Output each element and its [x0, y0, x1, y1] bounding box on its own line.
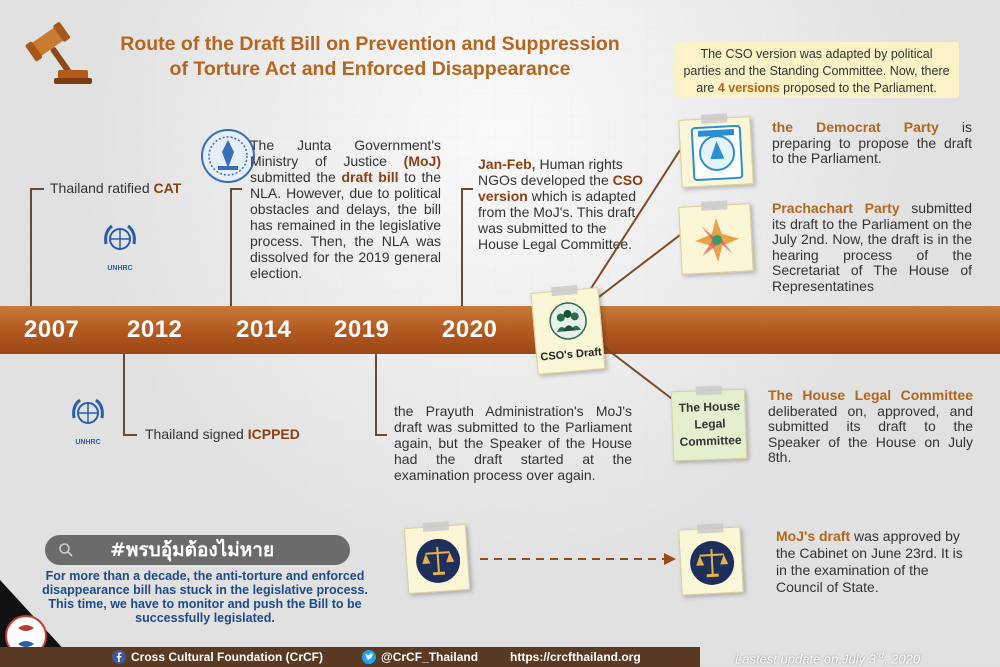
prachachart-bold: Prachachart Party — [772, 200, 900, 216]
branch-lines — [560, 140, 690, 430]
year-2012: 2012 — [127, 316, 183, 343]
connector-2020 — [461, 188, 463, 308]
versions-note — [674, 42, 959, 98]
democrat-card — [678, 116, 753, 188]
twitter-icon — [362, 650, 376, 664]
moj-seal-icon — [200, 128, 256, 184]
search-icon — [58, 542, 74, 558]
tape — [697, 523, 723, 533]
tape — [422, 521, 449, 532]
democrat-party-logo-icon — [690, 124, 745, 183]
year-2019: 2019 — [334, 316, 390, 343]
event-2020-b2: CSO version — [478, 172, 643, 204]
democrat-bold: the Democrat Party — [772, 119, 939, 135]
scales-of-justice-icon — [413, 535, 464, 586]
scales-of-justice-icon — [687, 538, 737, 588]
connector-2014-h — [230, 188, 242, 190]
title-line-2: of Torture Act and Enforced Disappearance — [169, 58, 571, 80]
scales-card-left — [404, 524, 470, 594]
update-prefix: Lastest update on July 3 — [735, 651, 876, 667]
connector-2019 — [375, 352, 377, 436]
year-2020: 2020 — [442, 316, 498, 343]
unhrc-logo-2 — [68, 396, 108, 444]
connector-2014 — [230, 188, 232, 308]
gavel-icon — [22, 18, 92, 88]
year-2014: 2014 — [236, 316, 292, 343]
connector-2020-h — [461, 188, 473, 190]
note-text-1: The CSO version was adapted by political parties and the Standing Committee. Now, there are — [683, 47, 950, 95]
event-2012-text: Thailand signed — [145, 426, 248, 442]
event-2014-b2: draft bill — [341, 169, 399, 185]
event-2014-t1: The Junta Government's Ministry of Justice — [250, 137, 441, 169]
connector-2012-h — [123, 434, 137, 436]
un-emblem-icon — [100, 222, 140, 260]
connector-2007 — [30, 188, 32, 308]
unhrc-label-2: UNHRC — [75, 439, 101, 446]
event-2014 — [250, 137, 441, 281]
twitter-link[interactable]: @CrCF_Thailand — [381, 650, 479, 664]
prachachart-desc: submitted its draft to the Parliament on the July 2nd. Now, the draft is in the hearing process of the Secretariat of The House of Representatines — [772, 200, 972, 294]
event-2007-bold: CAT — [153, 180, 182, 196]
event-2012-bold: ICPPED — [247, 426, 300, 442]
prachachart-logo-icon — [690, 211, 745, 270]
tape — [696, 386, 722, 396]
footer-message: For more than a decade, the anti-torture and enforced disappearance bill has stuck in the legislative process. This time, we have to monitor and push the Bill to be successfully legislated. — [42, 569, 368, 625]
event-2020-t1: Human rights NGOs developed the — [478, 156, 623, 188]
update-sup: rd — [875, 650, 884, 660]
committee-card — [671, 389, 747, 462]
moj-desc: was approved by the Cabinet on June 23rd. It is in the examination of the Council of State. — [776, 528, 963, 595]
cso-draft-label: CSO's Draft — [540, 346, 603, 364]
facebook-link[interactable]: Cross Cultural Foundation (CrCF) — [131, 650, 323, 664]
hashtag-text: #พรบอุ้มต้องไม่หาย — [110, 539, 275, 561]
scales-card-right — [678, 526, 743, 595]
event-2014-t3: to the NLA. However, due to political obstacles and delays, the bill has remained in the legislative process. Then, the NLA was dissolved for the 2019 general election. — [250, 169, 441, 281]
moj-bold: MoJ's draft — [776, 528, 851, 544]
last-update — [735, 646, 920, 667]
moj-text — [776, 528, 976, 596]
note-highlight: 4 versions — [717, 81, 780, 95]
tape — [701, 113, 727, 123]
un-emblem-icon — [68, 396, 108, 434]
year-2007: 2007 — [24, 316, 80, 343]
prachachart-card — [678, 203, 753, 275]
title-line-1: Route of the Draft Bill on Prevention and Suppression — [120, 33, 620, 55]
website-link[interactable]: https://crcfthailand.org — [510, 650, 641, 664]
note-text-2: proposed to the Parliament. — [783, 81, 937, 95]
committee-text — [768, 388, 973, 466]
page-title — [90, 32, 650, 82]
cso-draft-card — [531, 287, 606, 375]
committee-desc: deliberated on, approved, and submitted its draft to the Speaker of the House on July 8th. — [768, 402, 973, 465]
connector-2007-h — [30, 188, 44, 190]
facebook-icon — [112, 650, 126, 664]
prachachart-text — [772, 201, 972, 294]
event-2007-text: Thailand ratified — [50, 180, 154, 196]
democrat-desc: is preparing to propose the draft to the Parliament. — [772, 119, 972, 166]
connector-2012 — [123, 352, 125, 436]
event-2012 — [145, 426, 345, 442]
committee-card-label: The House Legal Committee — [678, 398, 742, 450]
democrat-text — [772, 120, 972, 167]
event-2019-text: the Prayuth Administration's MoJ's draft was submitted to the Parliament again, but the Speaker of the House had the draft started at the examination process over again. — [394, 403, 632, 483]
event-2020-b1: Jan-Feb, — [478, 156, 536, 172]
update-suffix: , 2020 — [883, 651, 921, 667]
event-2014-t2: submitted the — [250, 169, 342, 185]
tape — [551, 285, 578, 296]
committee-bold: The House Legal Committee — [768, 387, 973, 403]
dashed-arrow — [478, 552, 678, 566]
unhrc-label-1: UNHRC — [107, 265, 133, 272]
event-2014-b1: (MoJ) — [403, 153, 441, 169]
people-group-icon — [546, 299, 589, 342]
connector-2019-h — [375, 434, 387, 436]
event-2020-t2: which is adapted from the MoJ's. This draft was submitted to the House Legal Committee. — [478, 188, 636, 252]
tape — [701, 200, 727, 210]
event-2007 — [50, 180, 220, 196]
unhrc-logo-1 — [100, 222, 140, 270]
